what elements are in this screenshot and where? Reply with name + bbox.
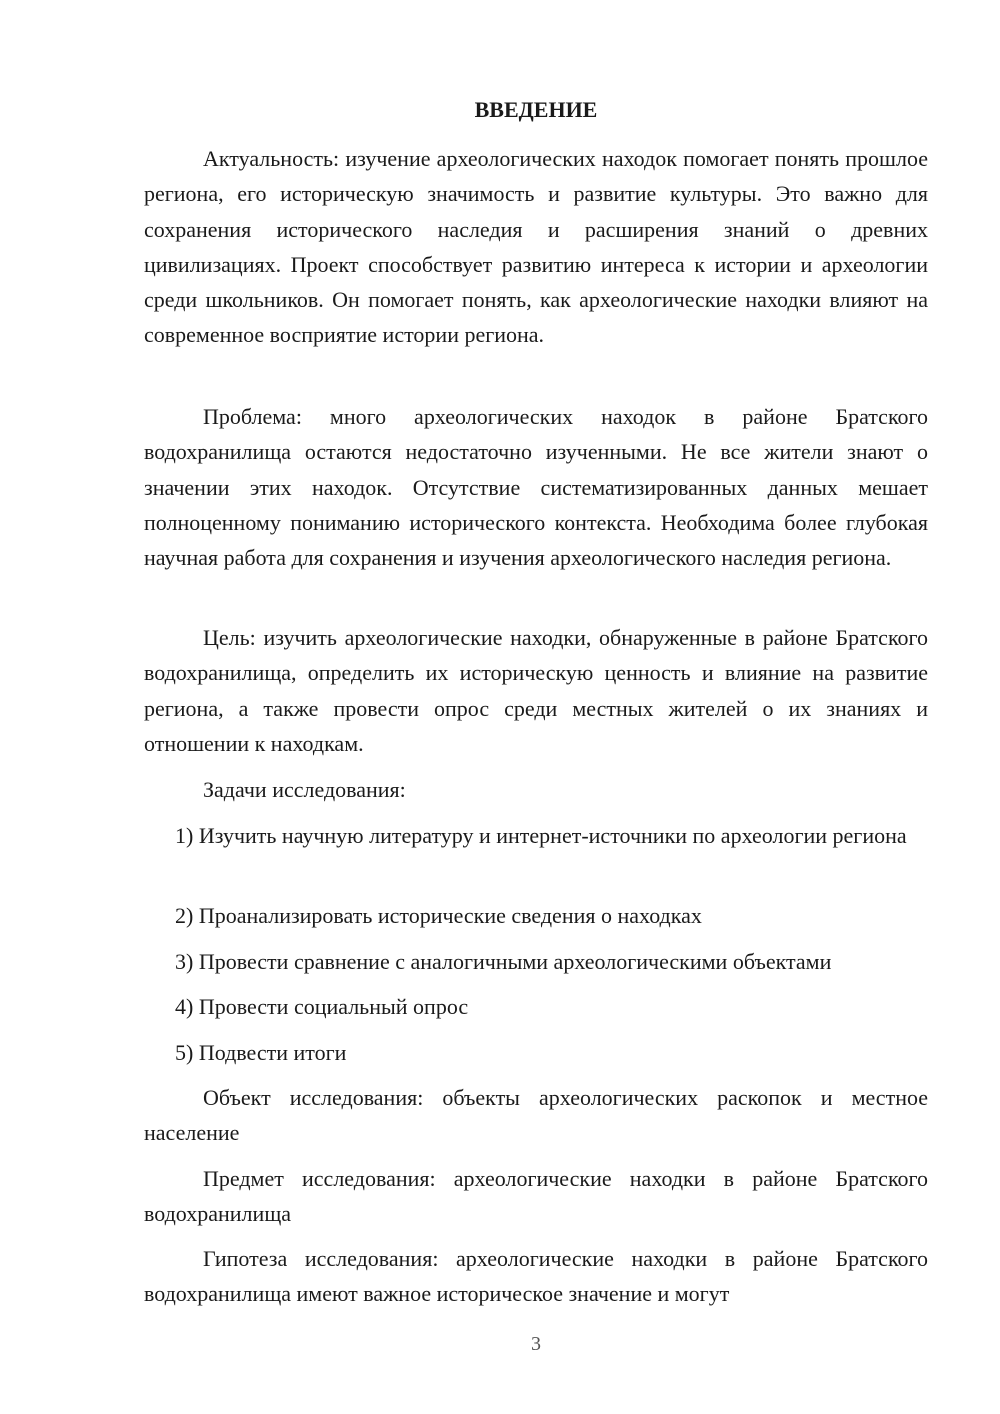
paragraph-goal: Цель: изучить археологические находки, обнаруженные в районе Братского водохранилища, определить их историческую ценность и влияние на развитие региона, а также провести опрос среди местных жителей о их знаниях и отношении к находкам. bbox=[144, 625, 928, 756]
task-item-1: 1) Изучить научную литературу и интернет-источники по археологии региона bbox=[175, 823, 907, 848]
tasks-title: Задачи исследования: bbox=[203, 777, 406, 802]
paragraph-problem: Проблема: много археологических находок в районе Братского водохранилища остаются недостаточно изученными. Не все жители знают о значении этих находок. Отсутствие систематизированных данных мешает полноценному пониманию исторического контекста. Необходима более глубокая научная работа для сохранения и изучения археологического наследия региона. bbox=[144, 404, 928, 571]
task-item-4: 4) Провести социальный опрос bbox=[175, 994, 469, 1019]
task-item-2: 2) Проанализировать исторические сведения о находках bbox=[175, 903, 702, 928]
task-item-5: 5) Подвести итоги bbox=[175, 1040, 347, 1065]
paragraph-subject: Предмет исследования: археологические находки в районе Братского водохранилища bbox=[144, 1166, 928, 1227]
paragraph-relevance: Актуальность: изучение археологических находок помогает понять прошлое региона, его историческую значимость и развитие культуры. Это важно для сохранения исторического наследия и расширения знаний о древних цивилизациях. Проект способствует развитию интереса к истории и археологии среди школьников. Он помогает понять, как археологические находки влияют на современное восприятие истории региона. bbox=[144, 146, 928, 348]
page-number: 3 bbox=[531, 1333, 541, 1355]
task-item-3: 3) Провести сравнение с аналогичными археологическими объектами bbox=[175, 949, 832, 974]
section-heading: ВВЕДЕНИЕ bbox=[474, 97, 598, 122]
paragraph-hypothesis: Гипотеза исследования: археологические находки в районе Братского водохранилища имеют важное историческое значение и могут bbox=[144, 1246, 928, 1307]
paragraph-object: Объект исследования: объекты археологических раскопок и местное население bbox=[144, 1085, 928, 1146]
